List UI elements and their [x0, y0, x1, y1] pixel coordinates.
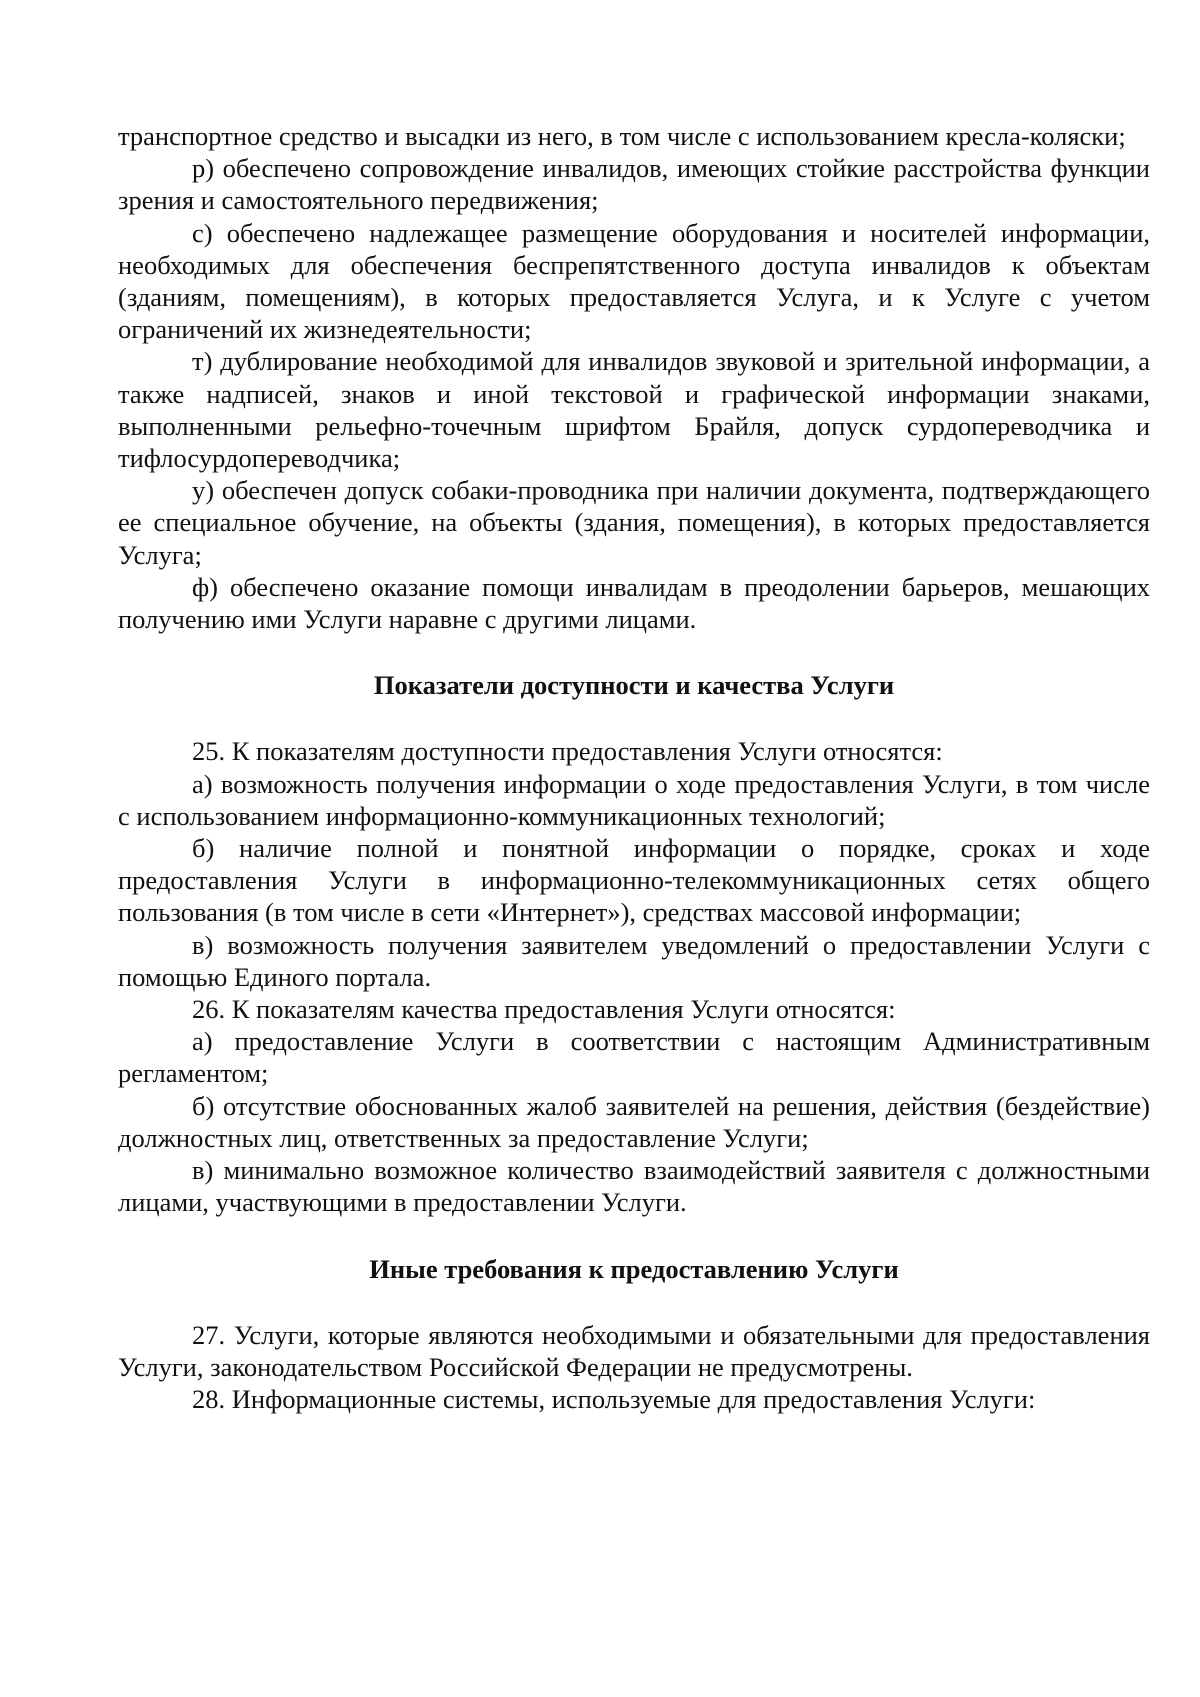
section-heading-accessibility-quality: Показатели доступности и качества Услуги	[373, 670, 895, 701]
paragraph-item-25: 25. К показателям доступности предоставления Услуги относятся:	[192, 736, 943, 767]
paragraph-item-f: ф) обеспечено оказание помощи инвалидам в преодолении барьеров, мешающих получению ими Услуги наравне с другими лицами.	[118, 571, 1150, 635]
paragraph-item-26-v: в) минимально возможное количество взаимодействий заявителя с должностными лицами, участвующими в предоставлении Услуги.	[118, 1155, 1150, 1218]
paragraph-item-25-v: в) возможность получения заявителем уведомлений о предоставлении Услуги с помощью Единого портала.	[118, 929, 1150, 992]
paragraph-item-t: т) дублирование необходимой для инвалидов звуковой и зрительной информации, а также надписей, знаков и иной текстовой и графической информации знаками, выполненными рельефно-точечным шрифтом Брайля, допуск сурдопереводчика и тифлосурдопереводчика;	[118, 346, 1150, 474]
paragraph-item-27: 27. Услуги, которые являются необходимыми и обязательными для предоставления Услуги, законодательством Российской Федерации не предусмотрены.	[118, 1319, 1150, 1382]
paragraph-item-26: 26. К показателям качества предоставления Услуги относятся:	[192, 994, 896, 1025]
document-page	[118, 120, 1150, 1415]
paragraph-wheelchair-boarding: транспортное средство и высадки из него, в том числе с использованием кресла-коляски;	[118, 121, 1126, 151]
section-heading-other-requirements: Иные требования к предоставлению Услуги	[369, 1253, 899, 1284]
paragraph-item-r: р) обеспечено сопровождение инвалидов, имеющих стойкие расстройства функции зрения и самостоятельного передвижения;	[118, 153, 1150, 216]
paragraph-item-26-b: б) отсутствие обоснованных жалоб заявителей на решения, действия (бездействие) должностных лиц, ответственных за предоставление Услуги;	[118, 1090, 1150, 1153]
paragraph-item-u: у) обеспечен допуск собаки-проводника при наличии документа, подтверждающего ее специальное обучение, на объекты (здания, помещения), в которых предоставляется Услуга;	[118, 475, 1150, 570]
paragraph-item-25-b: б) наличие полной и понятной информации о порядке, сроках и ходе предоставления Услуги в информационно-телекоммуникационных сетях общего пользования (в том числе в сети «Интернет»), средствах массовой информации;	[118, 833, 1150, 928]
paragraph-item-25-a: а) возможность получения информации о ходе предоставления Услуги, в том числе с использованием информационно-коммуникационных технологий;	[118, 768, 1150, 831]
paragraph-item-28: 28. Информационные системы, используемые для предоставления Услуги:	[192, 1384, 1036, 1415]
paragraph-item-s: с) обеспечено надлежащее размещение оборудования и носителей информации, необходимых для обеспечения беспрепятственного доступа инвалидов к объектам (зданиям, помещениям), в которых предоставляется Услуга, и к Услуге с учетом ограничений их жизнедеятельности;	[118, 217, 1150, 345]
paragraph-item-26-a: а) предоставление Услуги в соответствии с настоящим Административным регламентом;	[118, 1026, 1150, 1089]
